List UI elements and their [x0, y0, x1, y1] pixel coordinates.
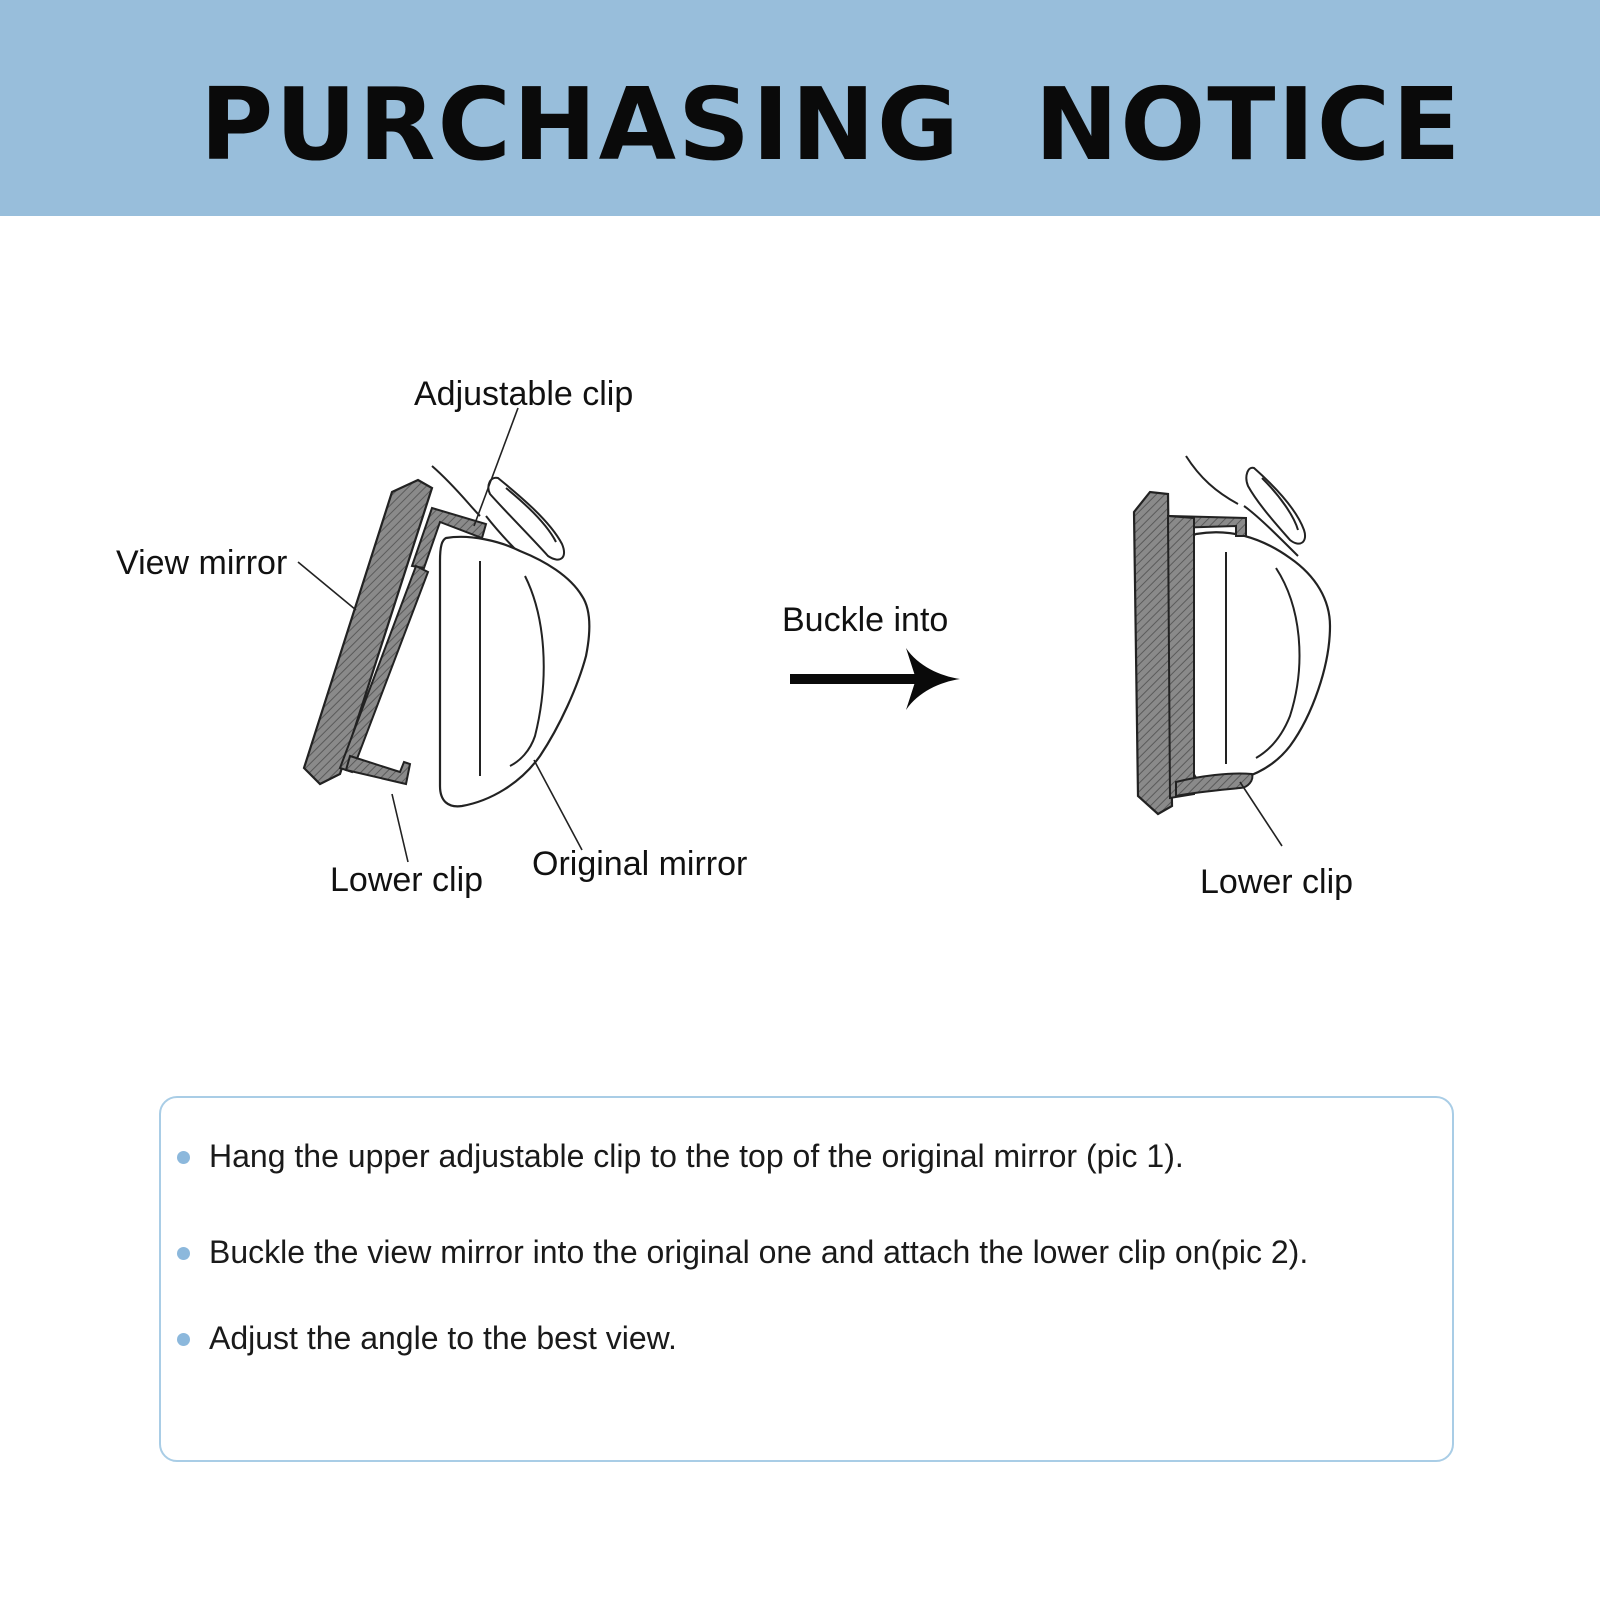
- original-mirror-label: Original mirror: [532, 845, 748, 883]
- notice-item: [177, 1230, 1437, 1274]
- mirror-before-icon: [298, 408, 589, 862]
- mirror-after-icon: [1134, 456, 1330, 846]
- diagram-illustration: [0, 216, 1600, 1076]
- arrow-right-icon: [790, 648, 960, 710]
- lower-clip-label-1: Lower clip: [330, 861, 484, 899]
- view-mirror-label: View mirror: [116, 544, 288, 582]
- notice-text: Hang the upper adjustable clip to the top of the original mirror (pic 1).: [209, 1138, 1184, 1174]
- notice-text: Adjust the angle to the best view.: [209, 1320, 677, 1356]
- lower-clip-label-2: Lower clip: [1200, 863, 1354, 901]
- buckle-into-label: Buckle into: [782, 601, 949, 639]
- notice-item: [177, 1134, 1437, 1178]
- notice-item: [177, 1316, 1437, 1360]
- bullet-icon: [177, 1247, 190, 1260]
- notice-text: Buckle the view mirror into the original one and attach the lower clip on(pic 2).: [209, 1234, 1309, 1270]
- header-band: [0, 0, 1600, 216]
- notice-box: [159, 1096, 1454, 1462]
- bullet-icon: [177, 1151, 190, 1164]
- adjustable-clip-label: Adjustable clip: [414, 375, 634, 413]
- page-title: PURCHASING NOTICE: [200, 66, 1463, 183]
- installation-diagram: [0, 216, 1600, 1076]
- bullet-icon: [177, 1333, 190, 1346]
